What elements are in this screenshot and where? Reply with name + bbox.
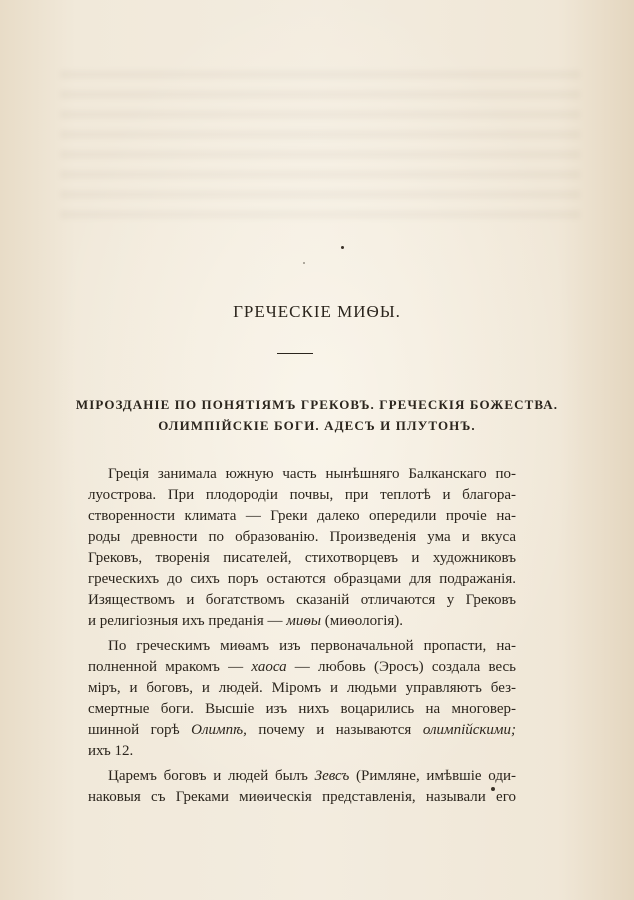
page-title: ГРЕЧЕСКIЕ МИѲЫ. (233, 302, 401, 321)
subheading-line-2: ОЛИМПIЙСКIЕ БОГИ. АДЕСЪ И ПЛУТОНЪ. (158, 418, 476, 433)
subheading-line-1: МIРОЗДАНIЕ ПО ПОНЯТIЯМЪ ГРЕКОВЪ. ГРЕЧЕСКIЯ БОЖЕСТВА. (75, 397, 559, 412)
text-run: — любовь (Эросъ) создала весь (286, 659, 516, 675)
text-line: луострова. При плодородiи почвы, при теплотѣ и благора- (88, 487, 516, 503)
text-run: почему и называются (246, 722, 423, 738)
text-line: ихъ 12. (88, 743, 134, 759)
italic-term: Зевсъ (314, 768, 350, 784)
ink-speck (341, 246, 344, 249)
text-run: (Римляне, имѣвшiе оди- (349, 768, 516, 784)
text-line: наковыя съ Греками миѳическiя представленiя, называли его (88, 789, 516, 805)
paragraph-2 (88, 636, 516, 762)
text-line (88, 720, 516, 741)
text-line: греческихъ до сихъ поръ остаются образцами для подражанiя. (88, 571, 516, 587)
text-run: полненной мракомъ — (88, 659, 252, 675)
italic-term: хаоса (251, 659, 287, 675)
text-run: шинной горѣ (88, 722, 192, 738)
text-line (88, 766, 516, 787)
italic-term: миѳы (286, 613, 322, 629)
text-line: Грековъ, творенiя писателей, стихотворцевъ и художниковъ (88, 550, 516, 566)
text-line (88, 611, 516, 632)
title-divider (277, 353, 313, 354)
paragraph-3 (88, 766, 516, 808)
text-line: смертные боги. Высшiе изъ нихъ воцарились на многовер- (88, 701, 516, 717)
text-line: роды древности по образованiю. Произведенiя ума и вкуса (88, 529, 516, 545)
text-run: и религiозныя ихъ преданiя — (88, 613, 287, 629)
text-line: Изяществомъ и богатствомъ сказанiй отличаются у Грековъ (88, 592, 516, 608)
italic-term: Олимпѣ, (191, 722, 247, 738)
body-text (88, 464, 516, 808)
text-line: створенности климата — Греки далеко опередили прочiе на- (88, 508, 516, 524)
text-line: По греческимъ миѳамъ изъ первоначальной пропасти, на- (108, 638, 516, 654)
italic-term: олимпiйскими; (422, 722, 516, 738)
ink-speck (303, 262, 305, 264)
text-run: Царемъ боговъ и людей былъ (108, 768, 315, 784)
text-run: (миѳологiя). (321, 613, 404, 629)
text-line (88, 657, 516, 678)
text-line: Грецiя занимала южную часть нынѣшняго Балканскаго по- (108, 466, 516, 482)
text-line: мiръ, и боговъ, и людей. Мiромъ и людьми управляютъ без- (88, 680, 516, 696)
bleed-through-text (60, 70, 580, 220)
paragraph-1 (88, 464, 516, 632)
